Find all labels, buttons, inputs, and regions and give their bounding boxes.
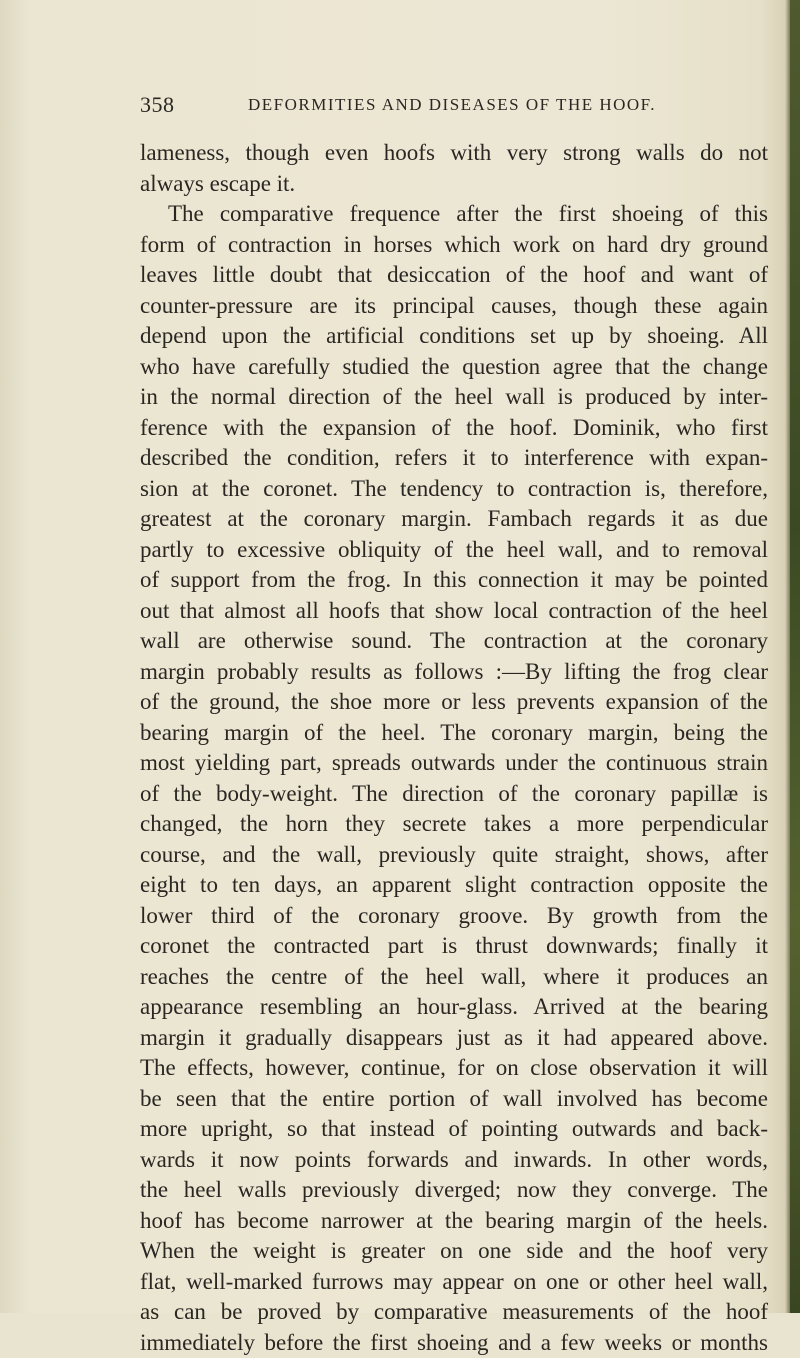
text-line: greatest at the coronary margin. Fambach regards it as due: [140, 504, 768, 535]
text-line: form of contraction in horses which work on hard dry ground: [140, 230, 768, 261]
body-text: [140, 138, 768, 1358]
text-line: as can be proved by comparative measurements of the hoof: [140, 1297, 768, 1328]
text-line: counter-pressure are its principal causes, though these again: [140, 291, 768, 322]
text-line: lower third of the coronary groove. By growth from the: [140, 901, 768, 932]
text-line: leaves little doubt that desiccation of the hoof and want of: [140, 260, 768, 291]
text-line: coronet the contracted part is thrust downwards; finally it: [140, 931, 768, 962]
text-line: margin probably results as follows :—By lifting the frog clear: [140, 657, 768, 688]
text-line: of support from the frog. In this connection it may be pointed: [140, 565, 768, 596]
text-line: who have carefully studied the question agree that the change: [140, 352, 768, 383]
text-line: ference with the expansion of the hoof. Dominik, who first: [140, 413, 768, 444]
text-line: course, and the wall, previously quite straight, shows, after: [140, 840, 768, 871]
text-line: wall are otherwise sound. The contraction at the coronary: [140, 626, 768, 657]
text-line: bearing margin of the heel. The coronary margin, being the: [140, 718, 768, 749]
text-line: depend upon the artificial conditions set up by shoeing. All: [140, 321, 768, 352]
page-number: 358: [140, 92, 175, 118]
text-line: lameness, though even hoofs with very strong walls do not: [140, 138, 768, 169]
text-line: out that almost all hoofs that show local contraction of the heel: [140, 596, 768, 627]
text-line: described the condition, refers it to interference with expan-: [140, 443, 768, 474]
text-line: appearance resembling an hour-glass. Arrived at the bearing: [140, 992, 768, 1023]
text-line: of the ground, the shoe more or less prevents expansion of the: [140, 687, 768, 718]
text-line: immediately before the first shoeing and a few weeks or months: [140, 1328, 768, 1358]
book-spine-edge: [790, 0, 800, 1313]
text-line: most yielding part, spreads outwards under the continuous strain: [140, 748, 768, 779]
text-line: flat, well-marked furrows may appear on one or other heel wall,: [140, 1267, 768, 1298]
running-head: [140, 92, 760, 122]
text-line: hoof has become narrower at the bearing margin of the heels.: [140, 1206, 768, 1237]
text-line: eight to ten days, an apparent slight contraction opposite the: [140, 870, 768, 901]
text-line: margin it gradually disappears just as it had appeared above.: [140, 1023, 768, 1054]
text-line: more upright, so that instead of pointing outwards and back-: [140, 1114, 768, 1145]
text-line: When the weight is greater on one side and the hoof very: [140, 1236, 768, 1267]
text-line: wards it now points forwards and inwards. In other words,: [140, 1145, 768, 1176]
text-line: in the normal direction of the heel wall is produced by inter-: [140, 382, 768, 413]
text-line: be seen that the entire portion of wall involved has become: [140, 1084, 768, 1115]
text-line: The comparative frequence after the first shoeing of this: [140, 199, 768, 230]
running-title: DEFORMITIES AND DISEASES OF THE HOOF.: [248, 95, 656, 115]
text-line: always escape it.: [140, 169, 768, 200]
text-line: the heel walls previously diverged; now they converge. The: [140, 1175, 768, 1206]
text-line: reaches the centre of the heel wall, where it produces an: [140, 962, 768, 993]
text-line: The effects, however, continue, for on close observation it will: [140, 1053, 768, 1084]
text-line: sion at the coronet. The tendency to contraction is, therefore,: [140, 474, 768, 505]
text-line: of the body-weight. The direction of the coronary papillæ is: [140, 779, 768, 810]
text-line: partly to excessive obliquity of the heel wall, and to removal: [140, 535, 768, 566]
text-line: changed, the horn they secrete takes a more perpendicular: [140, 809, 768, 840]
